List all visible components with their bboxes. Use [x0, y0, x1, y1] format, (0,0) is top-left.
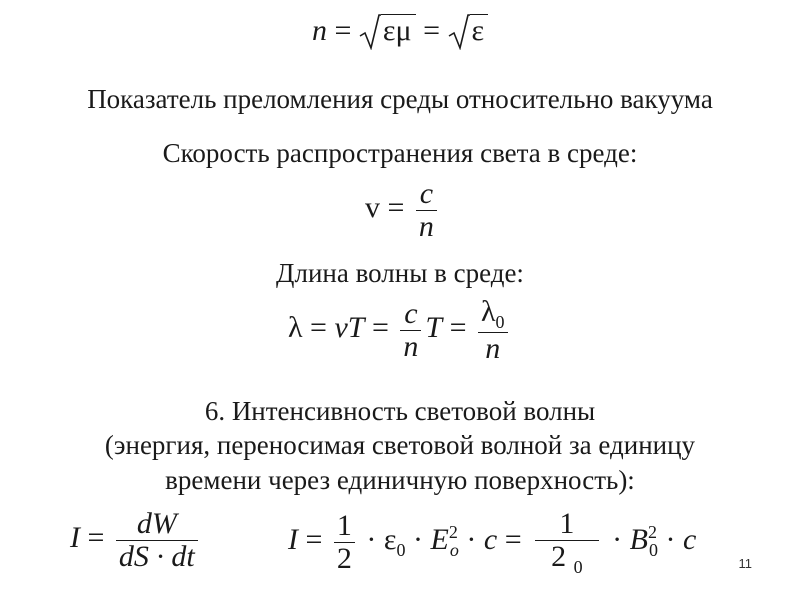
radical-sign-icon — [448, 14, 470, 50]
refraction-index-caption: Показатель преломления среды относительно вакуума — [87, 84, 713, 114]
section-title: 6. Интенсивность световой волны — [204, 396, 596, 426]
light-speed-caption: Скорость распространения света в среде: — [162, 138, 638, 168]
fraction-c-over-n — [400, 298, 421, 362]
denominator-dS-dt: dS · dt — [116, 540, 198, 573]
sqrt-eps — [448, 14, 489, 48]
equals-sign: = — [423, 14, 441, 47]
numerator-1: 1 — [559, 507, 575, 540]
equals-sign: = — [387, 190, 405, 224]
formula-light-speed — [365, 178, 441, 242]
numerator-c: c — [404, 297, 418, 331]
equals-sign: = — [371, 311, 389, 345]
fraction-dW-over-dS-dt — [116, 508, 198, 572]
symbol-epsilon0: $\varepsilon_0$ — [383, 523, 406, 561]
dot-operator: · — [413, 523, 424, 557]
denominator-n: n — [416, 210, 437, 243]
numerator-dW: dW — [136, 507, 177, 540]
symbol-c: c — [682, 523, 697, 557]
symbol-c: c — [483, 523, 498, 557]
equals-sign: = — [305, 523, 323, 557]
equals-sign: = — [504, 523, 522, 557]
symbol-I: I — [288, 523, 298, 557]
symbol-E-squared: $E^2_o$ — [430, 522, 459, 561]
fraction-lambda0-over-n — [478, 296, 508, 364]
denominator-n: n — [400, 330, 421, 363]
numerator-c: c — [419, 177, 434, 210]
equals-sign: = — [87, 520, 105, 554]
dot-operator: · — [466, 523, 477, 557]
equals-sign: = — [310, 311, 327, 345]
numerator-lambda0: $\lambda_0$ — [481, 295, 505, 332]
symbol-T: T — [425, 311, 443, 345]
section-description-line-1: (энергия, переносимая световой волной за единицу — [104, 430, 696, 460]
fraction-one-half — [334, 510, 355, 574]
symbol-n: n — [312, 14, 327, 47]
fraction-c-over-n — [416, 178, 437, 242]
sqrt-eps-mu — [359, 14, 416, 48]
dot-operator: · — [612, 523, 623, 557]
symbol-v: v — [365, 190, 380, 224]
page-number: 11 — [738, 556, 752, 571]
denominator-n: n — [478, 332, 508, 365]
denominator-2-mu0: 2 $_0$ — [535, 540, 599, 577]
symbol-lambda: λ — [288, 311, 303, 345]
product-vT: vT — [334, 311, 365, 345]
symbol-I: I — [70, 520, 80, 554]
dot-operator: · — [665, 523, 676, 557]
radical-sign-icon — [359, 14, 381, 50]
equals-sign: = — [334, 14, 352, 47]
dot-operator: · — [366, 523, 377, 557]
equals-sign: = — [449, 311, 467, 345]
formula-wavelength — [288, 296, 512, 364]
formula-refraction-index — [312, 14, 488, 48]
formula-intensity-definition — [70, 508, 202, 572]
fraction-one-over-two-mu0 — [535, 508, 599, 576]
symbol-B-squared: $B^2_0$ — [629, 522, 658, 561]
radicand-eps: ε — [470, 14, 489, 47]
section-description-line-2: времени через единичную поверхность): — [165, 465, 635, 495]
numerator-1: 1 — [336, 509, 352, 543]
formula-intensity-fields — [288, 508, 696, 576]
wavelength-caption: Длина волны в среде: — [276, 258, 524, 288]
denominator-2: 2 — [334, 542, 355, 575]
radicand-eps-mu: εμ — [381, 14, 416, 47]
